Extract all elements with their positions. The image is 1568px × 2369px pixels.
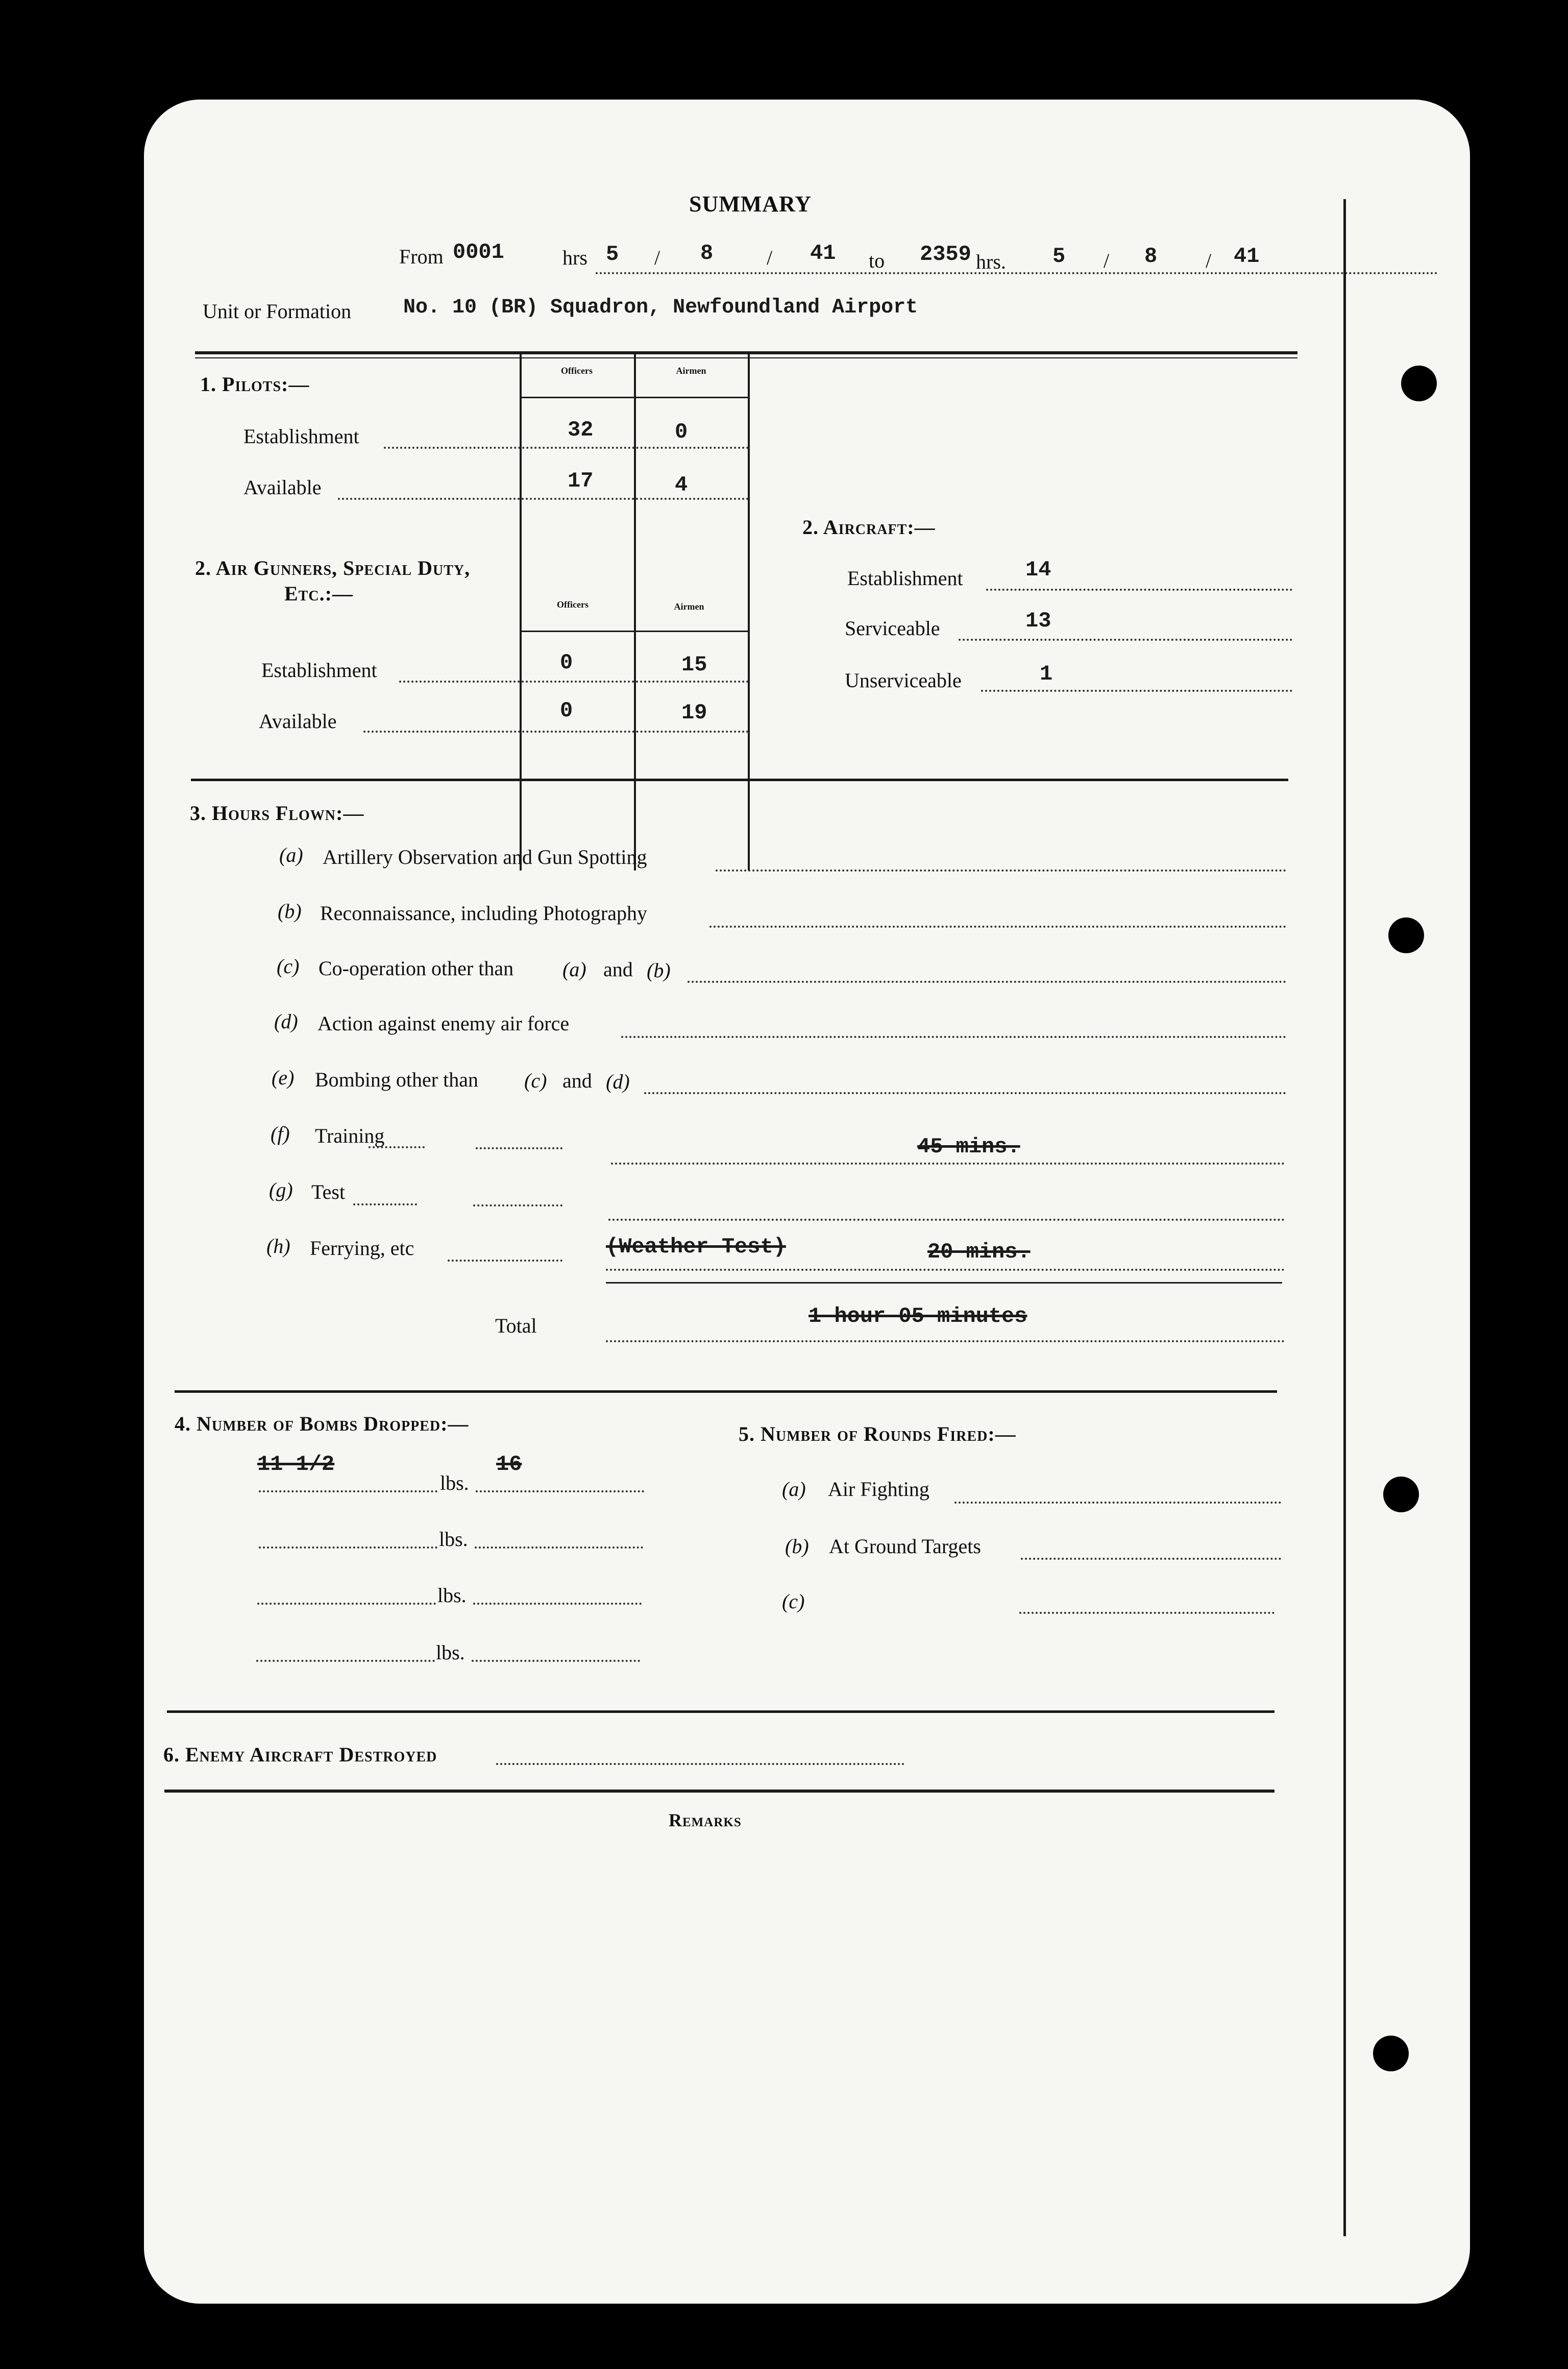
hours-g-dots-b [473, 1204, 562, 1206]
from-label: From [399, 245, 444, 268]
hours-b-label: Reconnaissance, including Photography [320, 902, 647, 925]
hours-e-c: (c) [524, 1069, 547, 1092]
enemy-heading: 6. Enemy Aircraft Destroyed [163, 1743, 437, 1766]
bombs-row1-count: 16 [496, 1452, 522, 1477]
gunners-heading: 2. Air Gunners, Special Duty, [195, 557, 471, 579]
hours-subtotal-rule [606, 1282, 1282, 1284]
binder-hole-3 [1383, 1477, 1419, 1512]
hours-g-dots-a [353, 1203, 417, 1205]
aircraft-serviceable-label: Serviceable [845, 617, 940, 640]
binder-hole-4 [1373, 2036, 1409, 2071]
hours-training-value: 45 mins. [917, 1134, 1020, 1159]
pilots-col-officers: Officers [561, 366, 593, 376]
hours-g-letter: (g) [269, 1178, 293, 1201]
aircraft-unserviceable-dots [981, 690, 1292, 692]
hours-c-and: and [603, 958, 633, 981]
slash-4: / [1206, 249, 1212, 272]
gunners-establishment-label: Establishment [261, 659, 377, 682]
binder-hole-1 [1401, 366, 1437, 401]
bombs-row2-dots-a [259, 1546, 437, 1549]
hours-e-and: and [562, 1069, 592, 1092]
hours-e-label: Bombing other than [315, 1068, 478, 1091]
form-sheet [144, 100, 1470, 2304]
gunners-heading-2: Etc.:— [284, 582, 353, 605]
hours-total-label: Total [495, 1314, 537, 1337]
hours-e-d: (d) [606, 1070, 630, 1093]
unit-value: No. 10 (BR) Squadron, Newfoundland Airport [403, 296, 918, 319]
pilots-header-rule [522, 397, 749, 398]
pilots-establishment-airmen: 0 [675, 420, 688, 444]
header-rule-thin [195, 357, 1297, 358]
hours-a-letter: (a) [279, 843, 303, 866]
gunners-available-dots [363, 731, 749, 733]
hours-total-dots [606, 1340, 1285, 1342]
hours-f-dots-c [611, 1163, 1285, 1165]
gunners-available-airmen: 19 [681, 700, 707, 725]
aircraft-establishment: 14 [1025, 558, 1051, 582]
gunners-establishment-airmen: 15 [681, 652, 707, 677]
pilots-establishment-officers: 32 [568, 418, 594, 442]
pilots-available-label: Available [243, 476, 322, 499]
hours-c-letter: (c) [277, 955, 300, 978]
rounds-b-letter: (b) [785, 1535, 809, 1558]
aircraft-serviceable: 13 [1025, 609, 1051, 633]
hours-c-dots [688, 981, 1286, 983]
section-rule-4 [164, 1790, 1275, 1793]
bombs-row1-dots-a [259, 1490, 437, 1492]
hours-ferry-value: 20 mins. [927, 1240, 1031, 1264]
bombs-row1-lbs: lbs. [440, 1471, 469, 1494]
hours-f-letter: (f) [271, 1122, 290, 1145]
from-month: 8 [700, 241, 714, 265]
hours-f-label: Training [315, 1124, 385, 1147]
pilots-establishment-dots [384, 447, 749, 449]
hours-b-letter: (b) [278, 900, 302, 923]
slash-1: / [654, 246, 660, 269]
aircraft-heading: 2. Aircraft:— [802, 516, 936, 539]
unit-label: Unit or Formation [203, 300, 352, 323]
binder-hole-2 [1388, 917, 1424, 953]
to-label: to [869, 249, 885, 272]
gunners-col-officers: Officers [557, 599, 589, 610]
bombs-row3-dots-a [257, 1603, 436, 1605]
to-month: 8 [1144, 244, 1158, 269]
gunners-available-label: Available [259, 710, 337, 733]
from-time: 0001 [453, 240, 504, 264]
bombs-row4-dots-b [472, 1660, 640, 1662]
pilots-available-officers: 17 [568, 469, 594, 493]
rounds-heading: 5. Number of Rounds Fired:— [739, 1422, 1016, 1445]
hours-d-dots [621, 1036, 1286, 1038]
rounds-a-label: Air Fighting [828, 1478, 929, 1501]
hours-e-dots [644, 1092, 1286, 1094]
hours-b-dots [709, 926, 1286, 928]
rounds-b-dots [1021, 1558, 1281, 1560]
hours-c-a: (a) [562, 958, 586, 981]
aircraft-unserviceable-label: Unserviceable [845, 669, 962, 692]
bombs-row4-dots-a [256, 1660, 435, 1662]
hrs-label: hrs [562, 246, 587, 269]
bombs-heading: 4. Number of Bombs Dropped:— [175, 1412, 469, 1435]
slash-2: / [767, 246, 773, 269]
col-divider-2 [634, 354, 636, 871]
hours-d-letter: (d) [274, 1010, 298, 1033]
remarks-heading: Remarks [669, 1810, 742, 1830]
hours-ferry-note: (Weather Test) [606, 1235, 786, 1259]
hours-f-dots-b [476, 1147, 562, 1149]
gunners-establishment-officers: 0 [560, 650, 573, 675]
hours-total-value: 1 hour 05 minutes [808, 1304, 1027, 1328]
period-dotted-line [596, 272, 1438, 274]
rounds-a-dots [954, 1502, 1281, 1504]
pilots-available-airmen: 4 [675, 473, 688, 497]
section-rule-1 [191, 779, 1288, 781]
pilots-available-dots [338, 498, 749, 500]
hours-g-dots-c [608, 1219, 1285, 1221]
hours-a-label: Artillery Observation and Gun Spotting [323, 845, 647, 868]
gunners-establishment-dots [399, 681, 749, 683]
aircraft-establishment-label: Establishment [847, 567, 963, 590]
rounds-a-letter: (a) [782, 1478, 806, 1501]
hours-c-label: Co-operation other than [318, 957, 514, 980]
hours-heading: 3. Hours Flown:— [190, 802, 364, 825]
to-day: 5 [1052, 244, 1066, 269]
header-rule [195, 351, 1297, 354]
right-margin-line [1343, 199, 1346, 2236]
to-year: 41 [1234, 244, 1260, 269]
from-year: 41 [810, 241, 836, 265]
from-day: 5 [606, 242, 619, 267]
pilots-col-airmen: Airmen [676, 366, 706, 376]
section-rule-3 [167, 1710, 1275, 1713]
pilots-establishment-label: Establishment [243, 425, 359, 448]
bombs-row2-lbs: lbs. [439, 1528, 468, 1551]
rounds-b-label: At Ground Targets [829, 1535, 981, 1558]
slash-3: / [1104, 249, 1110, 272]
form-title: SUMMARY [689, 191, 812, 216]
hours-a-dots [716, 869, 1286, 872]
aircraft-establishment-dots [986, 589, 1292, 591]
enemy-dots [496, 1763, 904, 1765]
hours-h-dots-b [606, 1269, 1285, 1271]
bombs-row4-lbs: lbs. [436, 1641, 465, 1664]
gunners-header-rule [522, 631, 749, 632]
gunners-available-officers: 0 [560, 698, 573, 723]
aircraft-unserviceable: 1 [1040, 662, 1053, 686]
rounds-c-letter: (c) [782, 1590, 805, 1613]
col-divider-3 [748, 354, 750, 871]
to-time: 2359 [920, 242, 971, 267]
section-rule-2 [175, 1390, 1277, 1393]
bombs-row3-dots-b [473, 1603, 642, 1605]
bombs-row1-dots-b [476, 1490, 644, 1492]
col-divider-1 [520, 354, 522, 871]
pilots-heading: 1. Pilots:— [200, 373, 310, 396]
rounds-c-dots [1019, 1612, 1275, 1614]
hours-d-label: Action against enemy air force [317, 1012, 570, 1035]
bombs-row2-dots-b [475, 1546, 643, 1549]
gunners-col-airmen: Airmen [674, 601, 704, 612]
bombs-row3-lbs: lbs. [437, 1584, 467, 1607]
hours-g-label: Test [311, 1180, 346, 1203]
hours-f-dots-a [369, 1146, 425, 1148]
to-hrs-label: hrs. [976, 250, 1006, 273]
hours-c-b: (b) [647, 959, 671, 982]
bombs-row1-weight: 11 1/2 [257, 1452, 335, 1477]
hours-h-label: Ferrying, etc [310, 1237, 414, 1260]
aircraft-serviceable-dots [959, 639, 1292, 641]
hours-e-letter: (e) [272, 1066, 295, 1089]
hours-h-letter: (h) [266, 1235, 290, 1258]
hours-h-dots-a [448, 1260, 562, 1262]
